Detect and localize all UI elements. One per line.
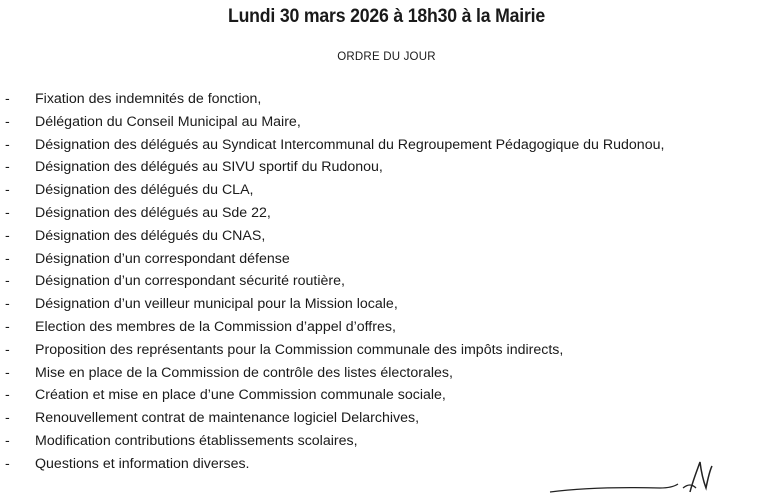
agenda-item-text: Désignation des délégués au Syndicat Intercommunal du Regroupement Pédagogique du Rudonou, [35, 136, 665, 153]
agenda-item-text: Fixation des indemnités de fonction, [35, 91, 262, 107]
agenda-item-text: Désignation d’un veilleur municipal pour la Mission locale, [35, 296, 398, 313]
agenda-item-text: Désignation des délégués du CLA, [35, 182, 254, 199]
agenda-item-text: Modification contributions établissements scolaires, [35, 432, 358, 449]
agenda-item-bullet: - [5, 273, 10, 290]
agenda-item-text: Désignation d’un correspondant sécurité routière, [35, 273, 345, 290]
agenda-item-bullet: - [5, 296, 10, 313]
agenda-item-bullet: - [5, 250, 10, 267]
agenda-item-bullet: - [5, 227, 10, 244]
agenda-item-text: Désignation d’un correspondant défense [35, 250, 290, 267]
agenda-item-text: Questions et information diverses. [35, 455, 250, 472]
agenda-heading: ORDRE DU JOUR [337, 51, 436, 63]
agenda-item-bullet: - [5, 159, 10, 176]
agenda-item-bullet: - [5, 204, 10, 221]
agenda-item-text: Création et mise en place d’une Commission communale sociale, [35, 387, 446, 404]
agenda-item-bullet: - [5, 318, 10, 335]
agenda-item-bullet: - [5, 341, 10, 358]
agenda-item-bullet: - [5, 364, 10, 381]
agenda-item-text: Désignation des délégués du CNAS, [35, 227, 266, 244]
agenda-item-bullet: - [5, 432, 10, 449]
agenda-item-text: Election des membres de la Commission d’appel d’offres, [35, 318, 396, 335]
agenda-item-text: Désignation des délégués au SIVU sportif du Rudonou, [35, 159, 383, 176]
agenda-item-text: Renouvellement contrat de maintenance logiciel Delarchives, [35, 410, 420, 427]
agenda-item-text: Mise en place de la Commission de contrôle des listes électorales, [35, 364, 453, 381]
agenda-item-bullet: - [5, 410, 10, 427]
signature-mark [540, 458, 773, 494]
agenda-item-bullet: - [5, 387, 10, 404]
agenda-item-bullet: - [5, 455, 10, 472]
meeting-title: Lundi 30 mars 2026 à 18h30 à la Mairie [227, 6, 546, 27]
agenda-item-bullet: - [5, 91, 10, 107]
agenda-item-text: Désignation des délégués au Sde 22, [35, 204, 271, 221]
agenda-item-text: Délégation du Conseil Municipal au Maire, [35, 113, 301, 130]
agenda-item-bullet: - [5, 136, 10, 153]
agenda-item-bullet: - [5, 113, 10, 130]
agenda-item-bullet: - [5, 182, 10, 199]
agenda-item-text: Proposition des représentants pour la Commission communale des impôts indirects, [35, 341, 564, 358]
